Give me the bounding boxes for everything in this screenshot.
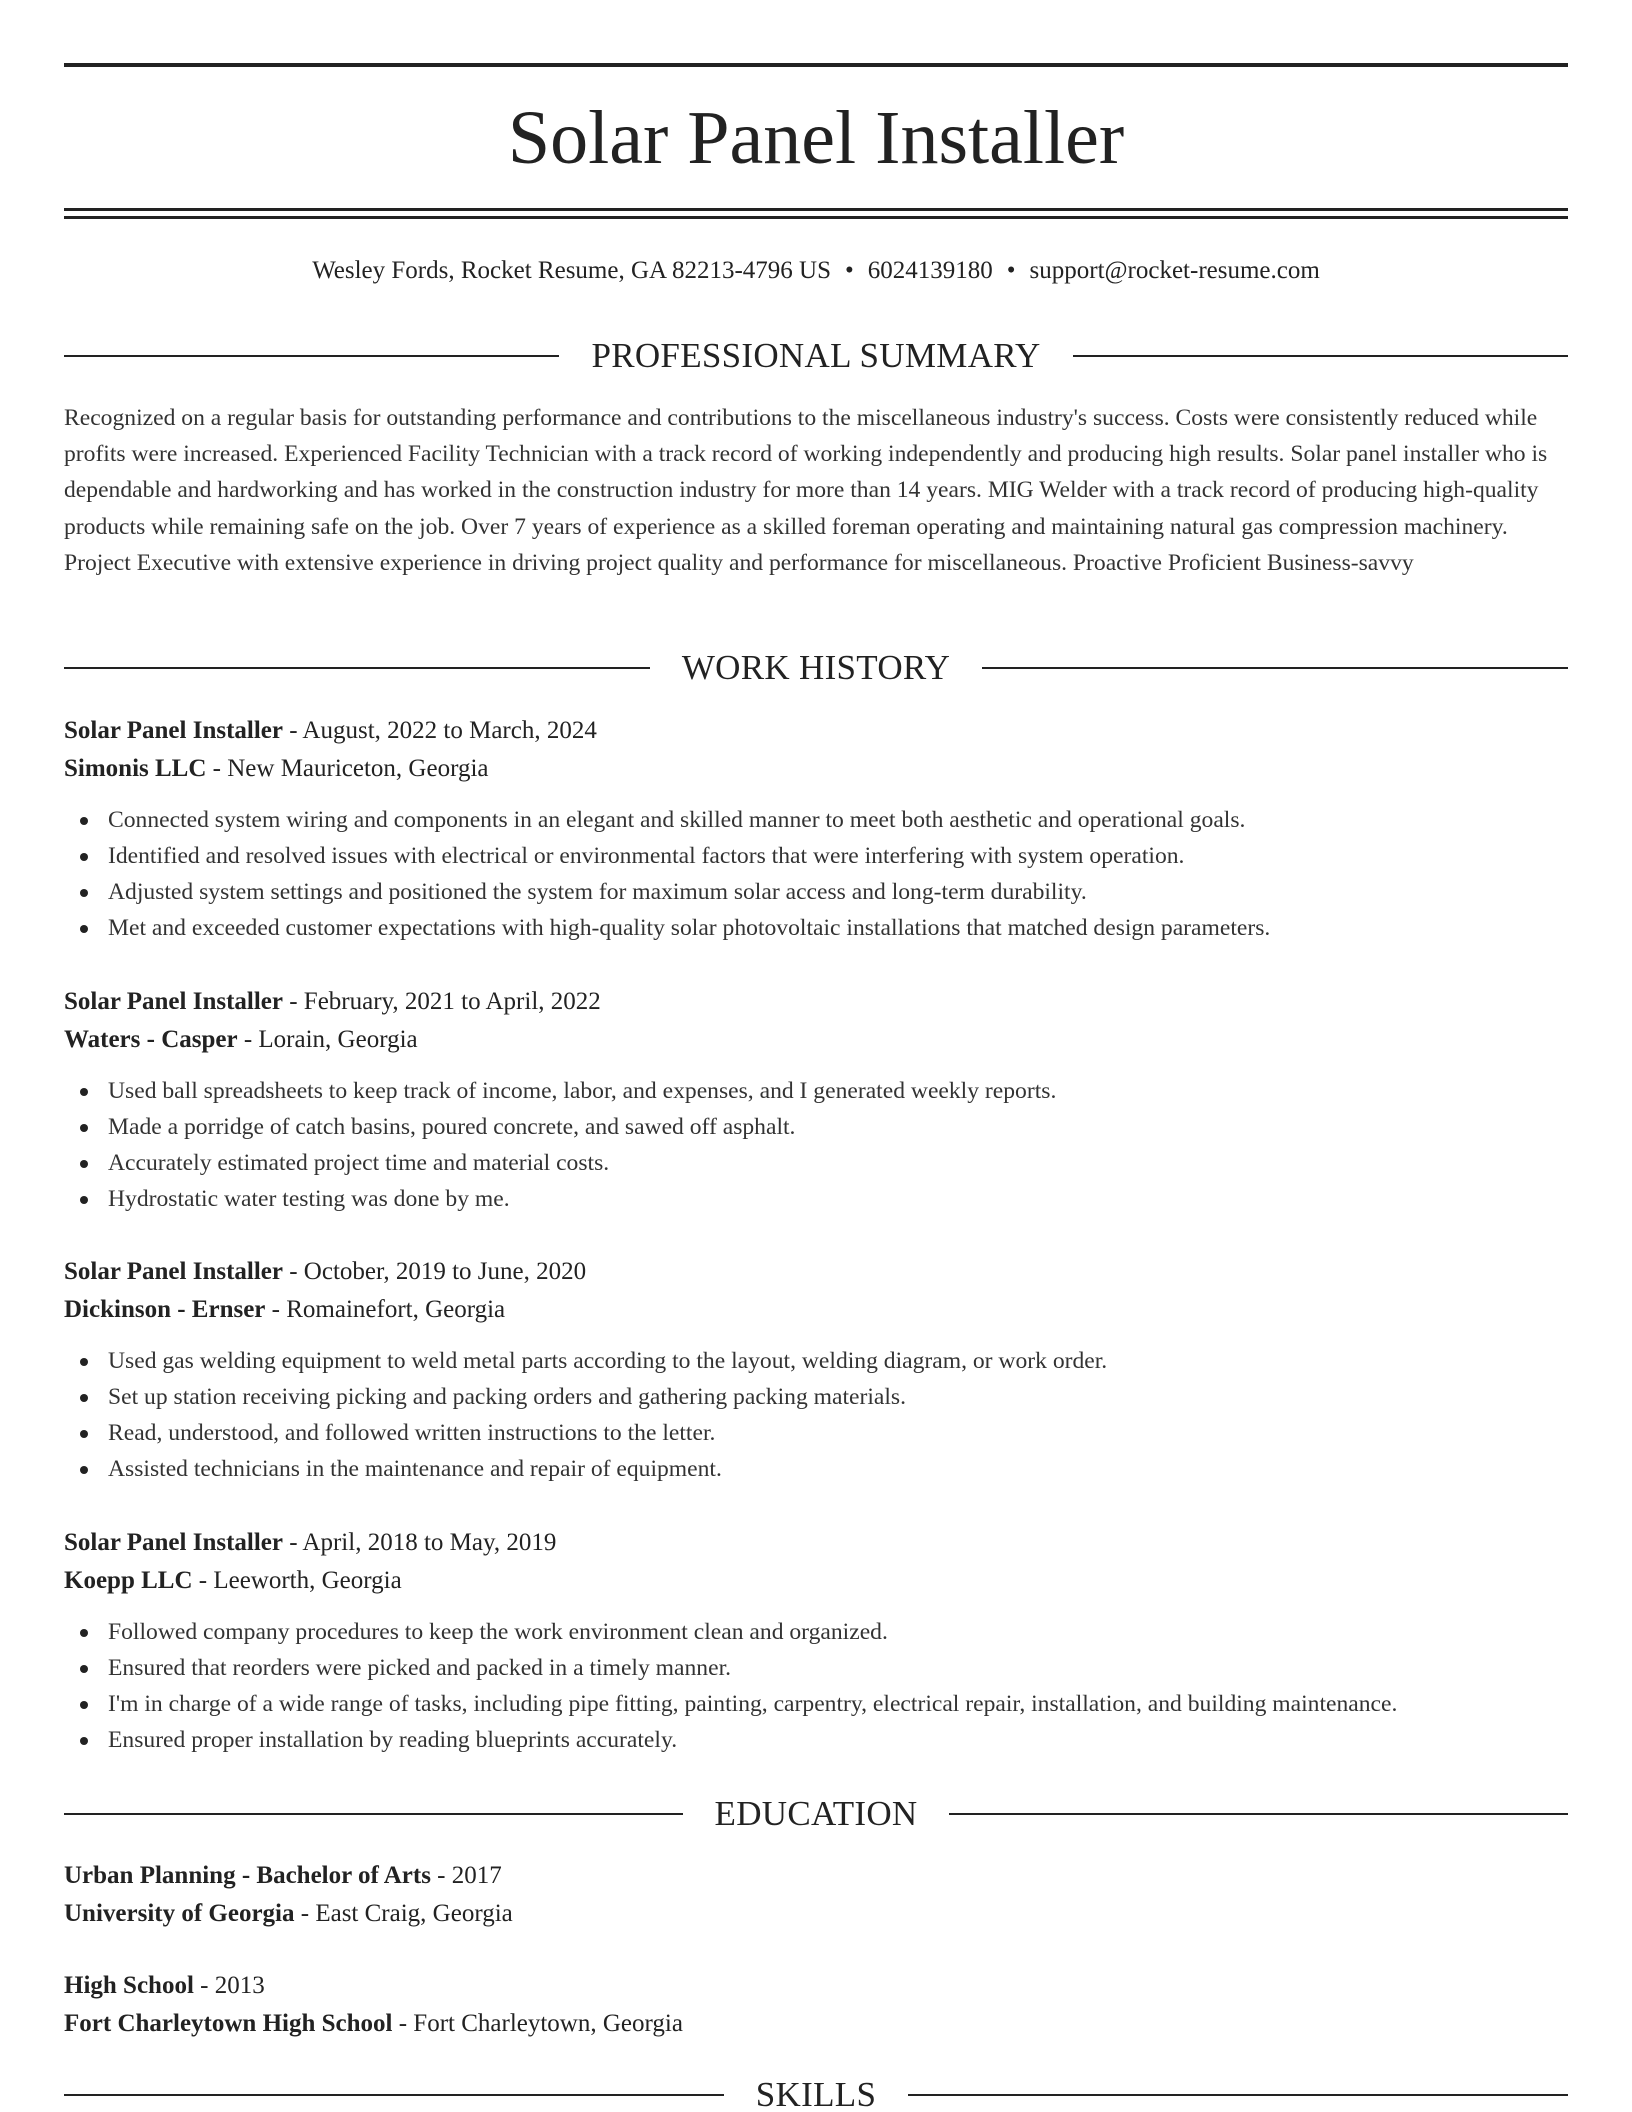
contact-line — [64, 254, 1568, 288]
section-heading-work-history — [64, 646, 1568, 690]
education-entry — [64, 1967, 1568, 2043]
title-rule-lower — [64, 216, 1568, 219]
section-heading-education — [64, 1792, 1568, 1836]
list-item: Hydrostatic water testing was done by me. — [64, 1181, 1568, 1217]
list-item: Connected system wiring and components in an elegant and skilled manner to meet both aesthetic and operational goals. — [64, 802, 1568, 838]
job-company-line — [64, 1021, 1568, 1059]
job-company-line — [64, 750, 1568, 788]
job-company: Koepp LLC — [64, 1567, 193, 1594]
job-company: Waters - Casper — [64, 1026, 238, 1053]
heading-rule-left — [64, 2094, 724, 2096]
job-location: - Lorain, Georgia — [237, 1026, 418, 1053]
job-dates: - February, 2021 to April, 2022 — [282, 988, 601, 1015]
list-item: Met and exceeded customer expectations with high-quality solar photovoltaic installations that matched design parameters. — [64, 910, 1568, 946]
job-bullets — [64, 1343, 1568, 1487]
job-dates: - April, 2018 to May, 2019 — [282, 1529, 557, 1556]
job-role: Solar Panel Installer — [64, 988, 283, 1015]
job-location: - Romainefort, Georgia — [265, 1296, 506, 1323]
job-location: - New Mauriceton, Georgia — [206, 755, 489, 782]
job-role: Solar Panel Installer — [64, 717, 283, 744]
heading-rule-left — [64, 355, 559, 357]
section-title: WORK HISTORY — [681, 648, 951, 687]
heading-rule-left — [64, 667, 650, 669]
education-year: - 2013 — [193, 1972, 265, 1999]
job-title-line — [64, 1253, 1568, 1291]
list-item: Ensured proper installation by reading blueprints accurately. — [64, 1722, 1568, 1758]
job-company: Simonis LLC — [64, 755, 207, 782]
education-year: - 2017 — [430, 1862, 502, 1889]
title-rule-upper — [64, 208, 1568, 211]
job-bullets — [64, 1073, 1568, 1217]
list-item: Accurately estimated project time and material costs. — [64, 1145, 1568, 1181]
contact-address: Wesley Fords, Rocket Resume, GA 82213-4796 US — [312, 257, 831, 284]
job-entry — [64, 712, 1568, 946]
resume-page — [64, 0, 1568, 2112]
education-school-line — [64, 2005, 1568, 2043]
list-item: Read, understood, and followed written instructions to the letter. — [64, 1415, 1568, 1451]
education-school-line — [64, 1895, 1568, 1933]
summary-text: Recognized on a regular basis for outstanding performance and contributions to the miscellaneous industry's success. Costs were consistently reduced while profits were increased. Experienced Facility Technician with a track record of working independently and producing high results. Solar panel installer who is dependable and hardworking and has worked in the construction industry for more than 14 years. MIG Welder with a track record of producing high-quality products while remaining safe on the job. Over 7 years of experience as a skilled foreman operating and maintaining natural gas compression machinery. Project Executive with extensive experience in driving project quality and performance for miscellaneous. Proactive Proficient Business-savvy — [64, 405, 1548, 576]
list-item: Set up station receiving picking and packing orders and gathering packing materials. — [64, 1379, 1568, 1415]
job-role: Solar Panel Installer — [64, 1258, 283, 1285]
education-degree-line — [64, 1857, 1568, 1895]
job-company-line — [64, 1291, 1568, 1329]
education-degree-line — [64, 1967, 1568, 2005]
list-item: Adjusted system settings and positioned the system for maximum solar access and long-term durability. — [64, 874, 1568, 910]
job-entry — [64, 1524, 1568, 1758]
job-dates: - August, 2022 to March, 2024 — [282, 717, 597, 744]
resume-title: Solar Panel Installer — [507, 96, 1125, 180]
list-item: Identified and resolved issues with electrical or environmental factors that were interfering with system operation. — [64, 838, 1568, 874]
list-item: I'm in charge of a wide range of tasks, including pipe fitting, painting, carpentry, electrical repair, installation, and building maintenance. — [64, 1686, 1568, 1722]
section-title: SKILLS — [755, 2075, 877, 2112]
heading-rule-right — [949, 1813, 1568, 1815]
education-degree: High School — [64, 1972, 194, 1999]
contact-email: support@rocket-resume.com — [1029, 257, 1320, 284]
section-heading-skills — [64, 2073, 1568, 2112]
list-item: Assisted technicians in the maintenance and repair of equipment. — [64, 1451, 1568, 1487]
section-title: EDUCATION — [714, 1794, 918, 1833]
list-item: Ensured that reorders were picked and packed in a timely manner. — [64, 1650, 1568, 1686]
section-heading-summary — [64, 334, 1568, 378]
list-item: Followed company procedures to keep the work environment clean and organized. — [64, 1614, 1568, 1650]
heading-rule-left — [64, 1813, 683, 1815]
list-item: Used ball spreadsheets to keep track of income, labor, and expenses, and I generated weekly reports. — [64, 1073, 1568, 1109]
job-company-line — [64, 1562, 1568, 1600]
contact-separator: • — [1006, 257, 1016, 284]
list-item: Used gas welding equipment to weld metal parts according to the layout, welding diagram, or work order. — [64, 1343, 1568, 1379]
top-rule — [64, 63, 1568, 67]
heading-rule-right — [908, 2094, 1568, 2096]
contact-separator: • — [844, 257, 854, 284]
heading-rule-right — [1073, 355, 1568, 357]
job-role: Solar Panel Installer — [64, 1529, 283, 1556]
education-degree: Urban Planning - Bachelor of Arts — [64, 1862, 431, 1889]
job-company: Dickinson - Ernser — [64, 1296, 266, 1323]
job-title-line — [64, 712, 1568, 750]
education-location: - East Craig, Georgia — [294, 1900, 513, 1927]
job-bullets — [64, 802, 1568, 946]
job-location: - Leeworth, Georgia — [192, 1567, 402, 1594]
education-school: University of Georgia — [64, 1900, 295, 1927]
job-title-line — [64, 983, 1568, 1021]
contact-phone: 6024139180 — [867, 257, 993, 284]
list-item: Made a porridge of catch basins, poured concrete, and sawed off asphalt. — [64, 1109, 1568, 1145]
job-entry — [64, 983, 1568, 1217]
job-dates: - October, 2019 to June, 2020 — [282, 1258, 587, 1285]
education-school: Fort Charleytown High School — [64, 2010, 393, 2037]
job-entry — [64, 1253, 1568, 1487]
heading-rule-right — [982, 667, 1568, 669]
job-title-line — [64, 1524, 1568, 1562]
education-entry — [64, 1857, 1568, 1933]
job-bullets — [64, 1614, 1568, 1758]
section-title: PROFESSIONAL SUMMARY — [591, 336, 1041, 375]
education-location: - Fort Charleytown, Georgia — [392, 2010, 683, 2037]
